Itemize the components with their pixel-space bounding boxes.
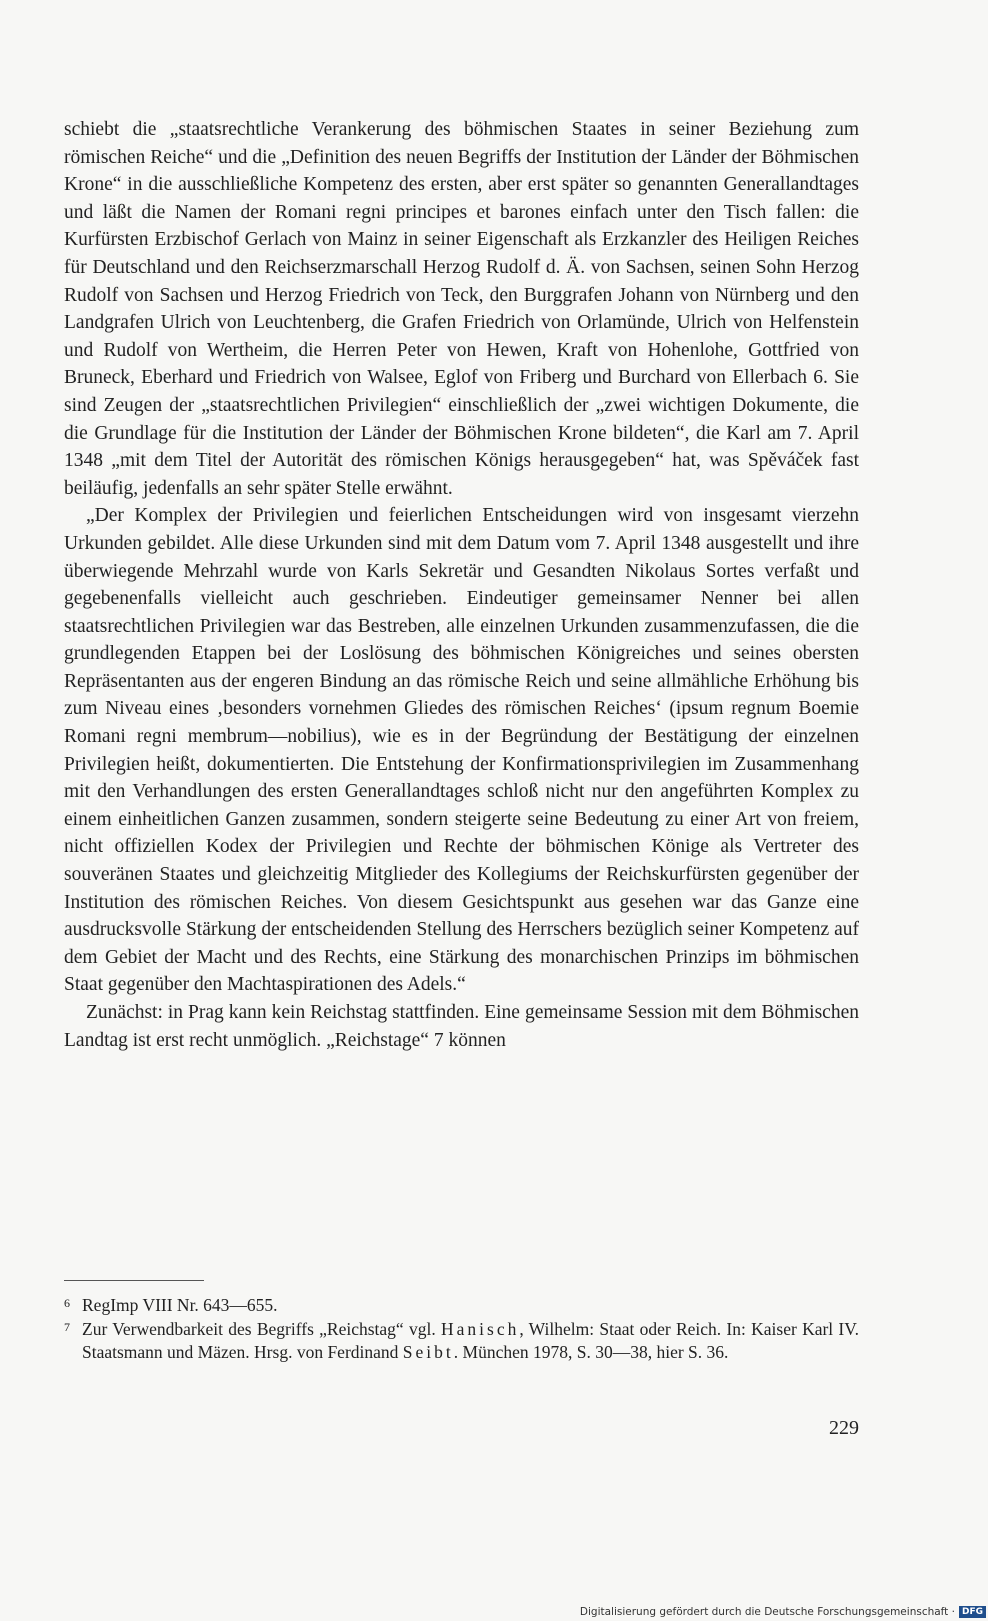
scan-margin bbox=[988, 0, 1000, 1621]
footnote-number: 7 bbox=[64, 1319, 70, 1334]
footnote-text bbox=[82, 1318, 859, 1365]
footnote-text-part: , Wilhelm: Staat oder Reich. In: Kaiser Karl IV. Staatsmann und Mäzen. Hrsg. von Ferdinand bbox=[82, 1318, 860, 1362]
footnote bbox=[64, 1294, 859, 1318]
footnote-text-part: Zur Verwendbarkeit des Begriffs „Reichstag“ vgl. bbox=[82, 1318, 436, 1339]
body-text bbox=[64, 116, 859, 1054]
digitization-credit bbox=[580, 1605, 986, 1619]
credit-text: Digitalisierung gefördert durch die Deutsche Forschungsgemeinschaft · bbox=[579, 1606, 955, 1618]
page-number: 229 bbox=[829, 1417, 859, 1439]
footnote-separator bbox=[64, 1280, 204, 1281]
paragraph: Zunächst: in Prag kann kein Reichstag stattfinden. Eine gemeinsame Session mit dem Böhmischen Landtag ist erst recht unmöglich. „Reichstage“ 7 können bbox=[64, 1002, 859, 1051]
paragraph-quote: „Der Komplex der Privilegien und feierlichen Entscheidungen wird von insgesamt vierzehn Urkunden gebildet. Alle diese Urkunden sind mit dem Datum vom 7. April 1348 ausgestellt und ihre überwiegende Mehrzahl wurde von Karls Sekretär und Gesandten Nikolaus Sortes verfaßt und gegebenenfalls vielleicht auch geschrieben. Eindeutiger gemeinsamer Nenner bei allen staatsrechtlichen Privilegien war das Bestreben, alle einzelnen Urkunden zusammenzufassen, die die grundlegenden Etappen bei der Loslösung des böhmischen Königreiches und seines obersten Repräsentanten aus der engeren Bindung an das römische Reich und seine allmähliche Erhöhung bis zum Niveau eines ‚besonders vornehmen Gliedes des römischen Reiches‘ (ipsum regnum Boemie Romani regni membrum—nobilius), wie es in der Begründung der Bestätigung der einzelnen Privilegien heißt, dokumentierten. Die Entstehung der Konfirmationsprivilegien im Zusammenhang mit den Verhandlungen des ersten Generallandtages schloß nicht nur den angeführten Komplex zu einem einheitlichen Ganzen zusammen, sondern steigerte seine Bedeutung zu einer Art von freiem, nicht offiziellen Kodex der Privilegien und Rechte der böhmischen Könige als Vertreter des souveränen Staates und gleichzeitig Mitglieder des Kollegiums der Reichskurfürsten gegenüber der Institution des römischen Reiches. Von diesem Gesichtspunkt aus gesehen war das Ganze eine ausdrucksvolle Stärkung der entscheidenden Stellung des Herrschers bezüglich seiner Kompetenz auf dem Gebiet der Macht und des Rechts, eine Stärkung des monarchischen Prinzips im böhmischen Staat gegenüber den Machtaspirationen des Adels.“ bbox=[64, 505, 859, 996]
footnote-text: RegImp VIII Nr. 643—655. bbox=[82, 1295, 278, 1315]
footnotes bbox=[64, 1294, 859, 1365]
dfg-logo-icon: DFG bbox=[959, 1606, 986, 1618]
footnote-number: 6 bbox=[64, 1296, 70, 1310]
author-name: Hanisch bbox=[441, 1318, 520, 1339]
footnote bbox=[64, 1318, 859, 1365]
author-name: Seibt bbox=[402, 1342, 454, 1362]
footnote-text-part: . München 1978, S. 30—38, hier S. 36. bbox=[453, 1342, 729, 1362]
paragraph: schiebt die „staatsrechtliche Verankerung des böhmischen Staates in seiner Beziehung zum römischen Reiche“ und die „Definition des neuen Begriffs der Institution der Länder der Böhmischen Krone“ in die ausschließliche Kompetenz des ersten, aber erst später so genannten Generallandtages und läßt die Namen der Romani regni principes et barones einfach unter den Tisch fallen: die Kurfürsten Erzbischof Gerlach von Mainz in seiner Eigenschaft als Erzkanzler des Heiligen Reiches für Deutschland und den Reichserzmarschall Herzog Rudolf d. Ä. von Sachsen, seinen Sohn Herzog Rudolf von Sachsen und Herzog Friedrich von Teck, den Burggrafen Johann von Nürnberg und den Landgrafen Ulrich von Leuchtenberg, die Grafen Friedrich von Orlamünde, Ulrich von Helfenstein und Rudolf von Wertheim, die Herren Peter von Hewen, Kraft von Hohenlohe, Gottfried von Bruneck, Eberhard und Friedrich von Walsee, Eglof von Friberg und Burchard von Ellerbach 6. Sie sind Zeugen der „staatsrechtlichen Privilegien“ einschließlich der „zwei wichtigen Dokumente, die die Grundlage für die Institution der Länder der Böhmischen Krone bildeten“, die Karl am 7. April 1348 „mit dem Titel der Autorität des römischen Königs herausgegeben“ hat, was Spěváček fast beiläufig, jedenfalls an sehr später Stelle erwähnt. bbox=[64, 119, 859, 499]
